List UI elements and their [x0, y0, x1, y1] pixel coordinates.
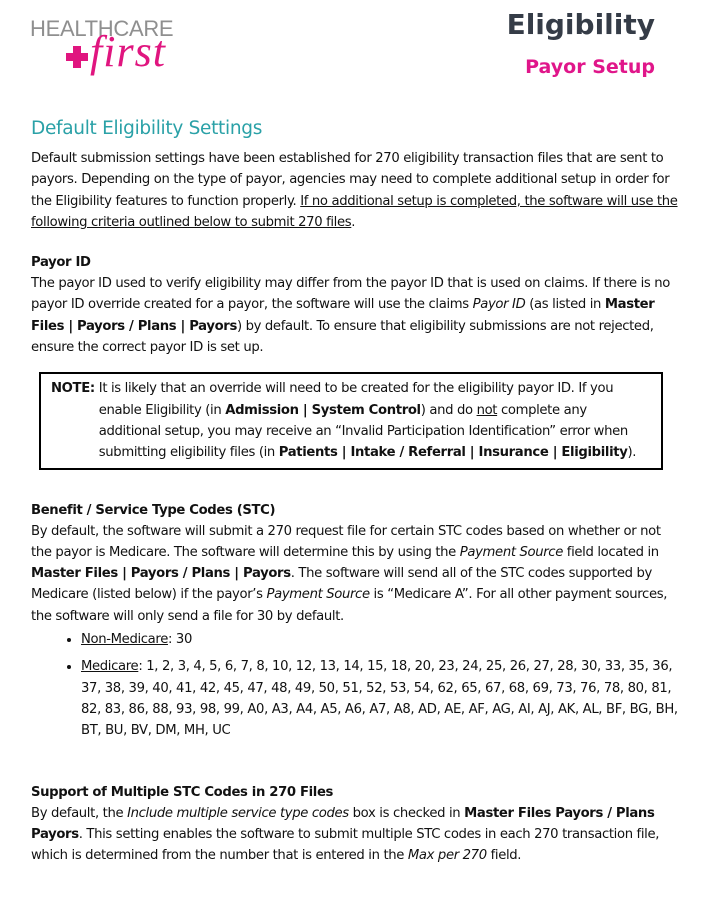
document-body — [31, 116, 681, 866]
stc-code-list — [31, 629, 681, 741]
intro-underlined-text: If no additional setup is completed, the software will use the following criteria outlined below to submit 270 files — [31, 193, 678, 230]
page-title: Eligibility — [506, 8, 655, 41]
multi-stc-heading: Support of Multiple STC Codes in 270 Files — [31, 784, 334, 800]
payor-id-paragraph: The payor ID used to verify eligibility may differ from the payor ID that is used on claims. If there is no payor ID override created for a payor, the software will use the claims Payor ID (as listed in Master Files | Payors / Plans | Payors) by default. To ensure that eligibility submissions are not rejected, ensure the correct payor ID is set up. — [31, 276, 670, 356]
note-label: NOTE: — [51, 381, 95, 397]
menu-path: Master Files | Payors / Plans | Payors — [31, 566, 291, 582]
note-text: It is likely that an override will need to be created for the eligibility payor ID. If you enable Eligibility (in Admission | System Control) and do not complete any additional setup, you may receive an “Invalid Participation Identification” error when submitting eligibility files (in Patients | Intake / Referral | Insurance | Eligibility). — [98, 381, 637, 461]
menu-path: Admission | System Control — [225, 402, 421, 418]
multi-stc-paragraph: By default, the Include multiple service type codes box is checked in Master Files Payors / Plans Payors. This setting enables the software to submit multiple STC codes in each 270 transaction file, which is determined from the number that is entered in the Max per 270 field. — [31, 805, 660, 864]
page-subtitle: Payor Setup — [525, 56, 655, 78]
intro-paragraph: Default submission settings have been established for 270 eligibility transaction files that are sent to payors. Depending on the type of payor, agencies may need to complete additional setup in order for the Eligibility features to function properly. If no additional setup is completed, the software will use the following criteria outlined below to submit 270 files. — [31, 151, 678, 230]
payor-id-heading: Payor ID — [31, 255, 91, 271]
list-item-non-medicare: • Non-Medicare: 30 — [81, 629, 681, 650]
section-heading: Default Eligibility Settings — [31, 118, 263, 139]
logo-script: first — [90, 27, 166, 76]
note-box — [39, 372, 663, 469]
stc-heading: Benefit / Service Type Codes (STC) — [31, 502, 276, 518]
menu-path: Patients | Intake / Referral | Insurance | Eligibility — [278, 445, 628, 461]
menu-path: Master Files Payors / Plans Payors — [31, 805, 655, 842]
stc-paragraph: By default, the software will submit a 270 request file for certain STC codes based on whether or not the payor is Medicare. The software will determine this by using the Payment Source field located in Master Files | Payors / Plans | Payors. The software will send all of the STC codes supported by Medicare (listed below) if the payor’s Payment Source is “Medicare A”. For all other payment sources, the software will only send a file for 30 by default. — [31, 523, 668, 624]
menu-path: Master Files | Payors / Plans | Payors — [31, 297, 655, 334]
healthcare-first-logo — [30, 8, 200, 86]
logo-wordmark: HEALTHCARE — [30, 16, 174, 41]
plus-cross-icon — [66, 46, 88, 68]
list-item-medicare: • Medicare: 1, 2, 3, 4, 5, 6, 7, 8, 10, 12, 13, 14, 15, 18, 20, 23, 24, 25, 26, 27, 28, 30, 33, 35, 36, 37, 38, 39, 40, 41, 42, 45, 47, 48, 49, 50, 51, 52, 53, 54, 62, 65, 67, 68, 69, 73, 76, 78, 80, 81, 82, 83, 86, 88, 93, 98, 99, A0, A3, A4, A5, A6, A7, A8, AD, AE, AF, AG, AI, AJ, AK, AL, BF, BG, BH, BT, BU, BV, DM, MH, UC — [81, 656, 681, 741]
